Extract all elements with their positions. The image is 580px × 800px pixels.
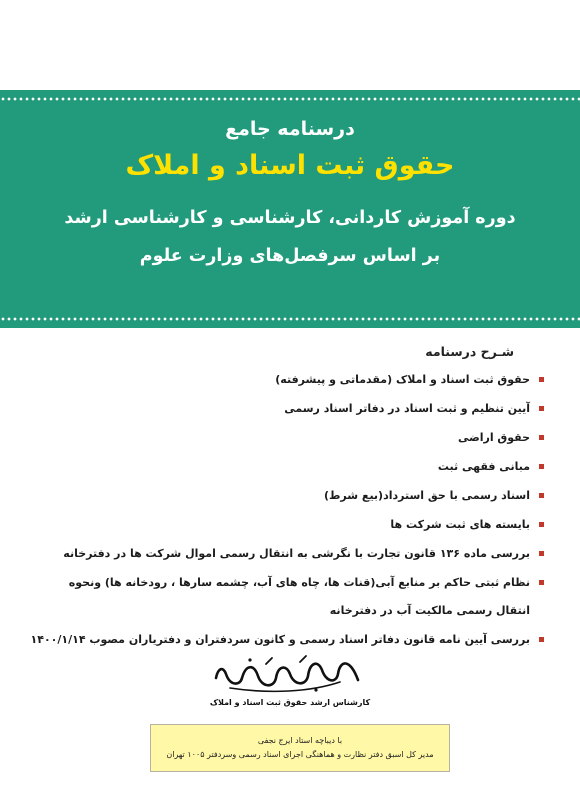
bullet-icon [539, 406, 544, 411]
title-banner [0, 90, 580, 328]
dotted-border-top [0, 96, 580, 102]
contents-heading: شـرح درسنامه [425, 344, 514, 359]
contents-item: مبانی فقهی ثبت [24, 452, 544, 481]
contents-item: حقوق ثبت اسناد و املاک (مقدماتی و پیشرفته) [24, 365, 544, 394]
bullet-icon [539, 522, 544, 527]
contents-item: اسناد رسمی با حق استرداد(بیع شرط) [24, 481, 544, 510]
contents-item: بایسته های ثبت شرکت ها [24, 510, 544, 539]
bullet-icon [539, 464, 544, 469]
bullet-icon [539, 377, 544, 382]
book-title: حقوق ثبت اسناد و املاک [125, 150, 455, 181]
contents-item: حقوق اراضی [24, 423, 544, 452]
bullet-icon [539, 435, 544, 440]
dotted-border-bottom [0, 316, 580, 322]
bullet-icon [539, 580, 544, 585]
book-subtitle-line-2: بر اساس سرفصل‌های وزارت علوم [139, 246, 441, 266]
series-label: درسنامه جامع [225, 118, 355, 140]
book-subtitle-line-1: دوره آموزش کاردانی، کارشناسی و کارشناسی ارشد [64, 208, 516, 228]
preface-note-line-1: با دیباچه استاد ایرج نجفی [257, 736, 343, 745]
contents-list [24, 365, 544, 654]
contents-item: نظام ثبتی حاکم بر منابع آبی(قنات ها، چاه های آب، چشمه سارها ، رودخانه ها) ونحوه انتقال رسمی مالکیت آب در دفترخانه [24, 568, 544, 625]
contents-section [24, 344, 544, 654]
bullet-icon [539, 637, 544, 642]
preface-note-line-2: مدیر کل اسبق دفتر نظارت و هماهنگی اجرای اسناد رسمی وسردفتر ۱۰۰۵ تهران [166, 750, 434, 759]
author-signature [0, 652, 580, 698]
bullet-icon [539, 551, 544, 556]
contents-item: بررسی آیین نامه قانون دفاتر اسناد رسمی و کانون سردفتران و دفتریاران مصوب ۱۴۰۰/۱/۱۴ [24, 625, 544, 654]
preface-note-box [150, 724, 450, 772]
signature-graphic [190, 652, 390, 698]
bullet-icon [539, 493, 544, 498]
contents-item: آیین تنظیم و ثبت اسناد در دفاتر اسناد رسمی [24, 394, 544, 423]
author-caption: کارشناس ارشد حقوق ثبت اسناد و املاک [209, 698, 371, 707]
contents-item: بررسی ماده ۱۳۶ قانون تجارت با نگرشی به انتقال رسمی اموال شرکت ها در دفترخانه [24, 539, 544, 568]
contents-item-continuation: انتقال رسمی مالکیت آب در دفترخانه [329, 604, 530, 617]
